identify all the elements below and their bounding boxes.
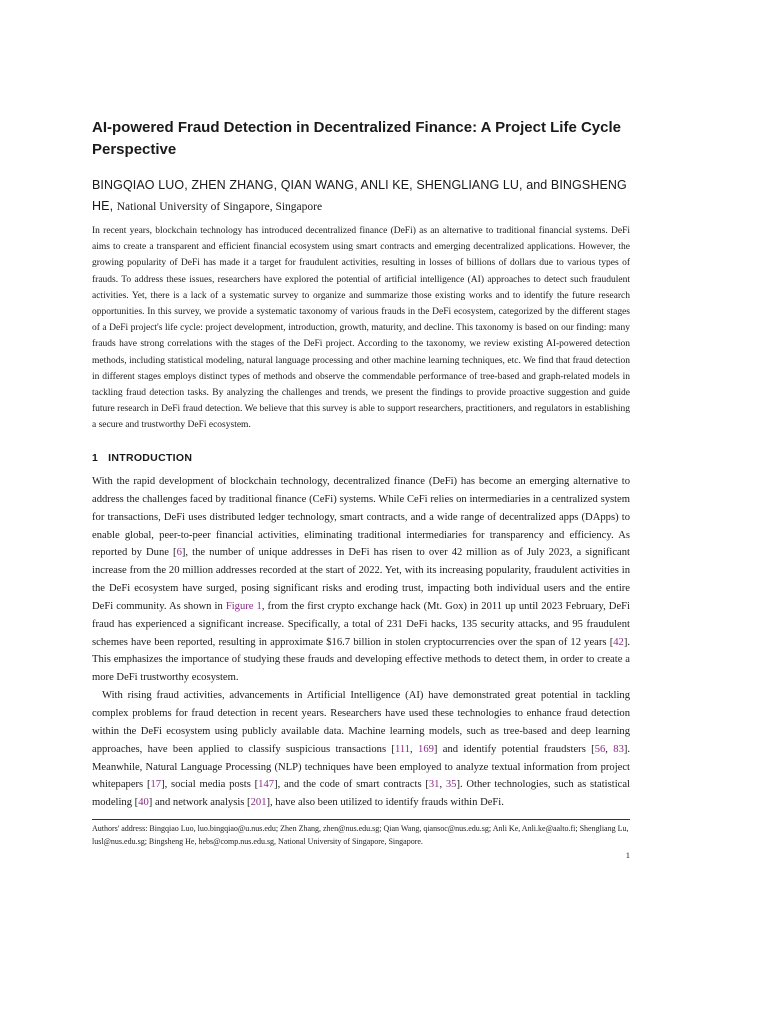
text-run: ], have also been utilized to identify frauds within DeFi.	[266, 797, 504, 809]
citation-link[interactable]: 83	[613, 743, 624, 755]
citation-link[interactable]: 42	[613, 636, 624, 648]
abstract: In recent years, blockchain technology has introduced decentralized finance (DeFi) as an alternative to traditional financial systems. DeFi aims to create a transparent and efficient financial ecosystem using smart contracts and emerging decentralized applications. However, the growing popularity of DeFi has made it a target for fraudulent activities, resulting in losses of billions of dollars due to various types of frauds. To address these issues, researchers have explored the potential of artificial intelligence (AI) approaches to detect such fraudulent activities. Yet, there is a lack of a systematic survey to organize and summarize those existing works and to identify the future research opportunities. In this survey, we provide a systematic taxonomy of various frauds in the DeFi ecosystem, categorized by the different stages of a DeFi project's life cycle: project development, introduction, growth, maturity, and decline. This taxonomy is based on our finding: many frauds have strong correlations with the stages of the DeFi project. According to the taxonomy, we review existing AI-powered detection methods, including statistical modeling, natural language processing and other machine learning techniques, etc. We find that fraud detection in different stages employs distinct types of methods and observe the commendable performance of tree-based and graph-related models in tackling fraud detection tasks. By analyzing the challenges and trends, we present the findings to provide proactive suggestion and guide future research in DeFi fraud detection. We believe that this survey is able to support researchers, practitioners, and regulators in establishing a secure and trustworthy DeFi ecosystem.	[92, 226, 630, 431]
text-run: , from the first crypto exchange hack (Mt. Gox) in 2011 up until 2023 February, DeFi fraud has experienced a significant increase. Specifically, a total of 231 DeFi hacks, 135 security attacks, and 95 fraudulent schemes have been reported, resulting in approximate $16.7 billion in stolen cryptocurrencies over the span of 12 years [	[92, 600, 630, 648]
text-run: ]. Other technologies, such as statistical modeling [	[92, 779, 630, 809]
text-run: ,	[605, 743, 614, 755]
text-run: With rising fraud activities, advancements in Artificial Intelligence (AI) have demonstrated great potential in tackling complex problems for fraud detection in recent years. Researchers have used these technologies to enhance fraud detection within the DeFi ecosystem using publicly available data. Machine learning models, such as tree-based and deep learning approaches, have been applied to classify suspicious transactions [	[92, 690, 630, 755]
citation-link[interactable]: 201	[250, 797, 267, 809]
citation-link[interactable]: 56	[594, 743, 606, 755]
text-run: ], social media posts [	[161, 779, 259, 791]
paper-title: AI-powered Fraud Detection in Decentralized Finance: A Project Life Cycle Perspective	[92, 119, 621, 158]
intro-body	[92, 473, 630, 812]
citation-link[interactable]: 111	[394, 743, 411, 755]
author-affiliation: National University of Singapore, Singapore	[116, 201, 323, 213]
text-run: ]. Meanwhile, Natural Language Processing (NLP) techniques have been employed to analyze textual information from project whitepapers [	[92, 743, 631, 791]
citation-link[interactable]: 31	[428, 779, 440, 791]
text-run: ,	[439, 779, 446, 791]
author-list: BINGQIAO LUO, ZHEN ZHANG, QIAN WANG, ANLI KE, SHENGLIANG LU, and BINGSHENG HE,	[92, 178, 627, 213]
citation-link[interactable]: 17	[150, 779, 162, 791]
citation-link[interactable]: 169	[418, 743, 434, 755]
text-run: ], and the code of smart contracts [	[274, 779, 429, 791]
citation-link[interactable]: 6	[176, 547, 182, 559]
section-number: 1	[92, 452, 99, 464]
footnote-divider	[92, 819, 630, 820]
citation-link[interactable]: 35	[445, 779, 457, 791]
text-run: ], the number of unique addresses in DeFi has risen to over 42 million as of July 2023, a significant increase from the 20 million addresses recorded at the start of 2022. Yet, with its increasing popularity, fraudulent activities in the DeFi ecosystem have surged, posing significant risks and eroding trust, impacting both individual users and the entire DeFi community. As shown in	[92, 547, 630, 612]
page-number: 1	[625, 850, 630, 860]
text-run: ] and identify potential fraudsters [	[433, 743, 595, 755]
text-run: With the rapid development of blockchain technology, decentralized finance (DeFi) has become an emerging alternative to address the challenges faced by traditional finance (CeFi) systems. While CeFi relies on intermediaries in a centralized system for transactions, DeFi uses distributed ledger technology, smart contracts, and a wide range of decentralized apps (DApps) to enable global, peer-to-peer financial activities, eliminating traditional intermediaries for transparency and efficiency. As reported by Dune [	[92, 476, 630, 559]
author-block	[92, 175, 630, 218]
author-footnote: Authors' address: Bingqiao Luo, luo.bingqiao@u.nus.edu; Zhen Zhang, zhen@nus.edu.sg; Qian Wang, qiansoc@nus.edu.sg; Anli Ke, Anli.ke@aalto.fi; Shengliang Lu, lusl@nus.edu.sg; Bingsheng He, hebs@comp.nus.edu.sg, National University of Singapore, Singapore.	[92, 824, 629, 846]
intro-paragraph-1	[92, 473, 630, 687]
section-title: INTRODUCTION	[108, 452, 193, 464]
paper-page	[92, 0, 630, 1024]
text-run: ] and network analysis [	[148, 797, 251, 809]
citation-link[interactable]: 147	[258, 779, 275, 791]
section-heading	[92, 452, 192, 464]
text-run: ,	[410, 743, 419, 755]
figure-link[interactable]: Figure 1	[225, 600, 262, 612]
citation-link[interactable]: 40	[138, 797, 149, 809]
intro-paragraph-2	[92, 687, 630, 812]
text-run: ]. This emphasizes the importance of studying these frauds and developing effective methods to detect them, in order to create a more DeFi trustworthy ecosystem.	[92, 636, 630, 684]
